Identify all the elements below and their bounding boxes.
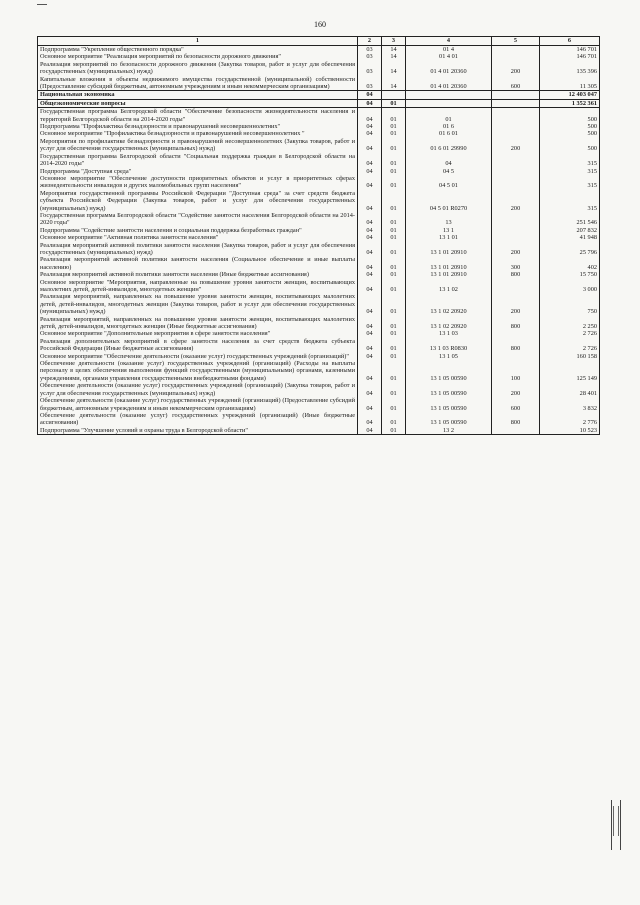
- row-target-article: 13 1 05: [406, 353, 492, 360]
- row-description: Основное мероприятие "Обеспечение деятельности (оказание услуг) государственных учреждений (организаций)": [38, 353, 358, 360]
- row-expense-type: [492, 353, 540, 360]
- table-row: [38, 212, 600, 227]
- row-target-article: 13 1 03 R0830: [406, 338, 492, 353]
- row-expense-type: [492, 330, 540, 337]
- row-section-code: 04: [358, 190, 382, 212]
- row-section-code: 04: [358, 91, 382, 99]
- row-amount: 135 396: [540, 61, 600, 76]
- table-row: [38, 338, 600, 353]
- row-section-code: 04: [358, 99, 382, 107]
- row-description: Основное мероприятие "Дополнительные мероприятия в сфере занятости населения": [38, 330, 358, 337]
- row-description: Обеспечение деятельности (оказание услуг) государственных учреждений (организаций) (Расходы на выплаты персоналу в целях обеспечения выполнения функций государственными (муниципальными) органами, казенными учреждениями, органами управления государственными внебюджетными фондами): [38, 360, 358, 382]
- row-description: Основное мероприятие "Профилактика безнадзорности и правонарушений несовершеннолетних ": [38, 130, 358, 137]
- row-expense-type: 100: [492, 360, 540, 382]
- row-expense-type: 200: [492, 382, 540, 397]
- row-subsection-code: 01: [382, 190, 406, 212]
- row-expense-type: [492, 91, 540, 99]
- row-section-code: 04: [358, 175, 382, 190]
- row-subsection-code: 01: [382, 316, 406, 331]
- row-expense-type: 600: [492, 76, 540, 91]
- row-amount: 2 250: [540, 316, 600, 331]
- row-amount: 500: [540, 108, 600, 123]
- row-amount: 251 546: [540, 212, 600, 227]
- table-row: [38, 138, 600, 153]
- table-row: [38, 427, 600, 435]
- table-row: [38, 234, 600, 241]
- row-expense-type: [492, 123, 540, 130]
- table-row: [38, 271, 600, 278]
- row-section-code: 04: [358, 234, 382, 241]
- row-target-article: 13 1 02 20920: [406, 293, 492, 315]
- row-section-code: 04: [358, 316, 382, 331]
- row-section-code: 04: [358, 353, 382, 360]
- row-description: Капитальные вложения в объекты недвижимого имущества государственной (муниципальной) собственности (Предоставление субсидий бюджетным, автономным учреждениям и иным некоммерческим организациям): [38, 76, 358, 91]
- row-expense-type: [492, 427, 540, 435]
- row-description: Обеспечение деятельности (оказание услуг) государственных учреждений (организаций) (Предоставление субсидий бюджетным, автономным учреждениям и иным некоммерческим организациям): [38, 397, 358, 412]
- row-expense-type: [492, 108, 540, 123]
- row-subsection-code: 01: [382, 130, 406, 137]
- row-description: Подпрограмма "Укрепление общественного порядка": [38, 46, 358, 54]
- row-subsection-code: 01: [382, 168, 406, 175]
- row-expense-type: [492, 99, 540, 107]
- table-row: [38, 353, 600, 360]
- row-target-article: 01 6 01 29990: [406, 138, 492, 153]
- row-section-code: 04: [358, 153, 382, 168]
- row-description: Реализация дополнительных мероприятий в сфере занятости населения за счет средств бюджета субъекта Российской Федерации (Иные бюджетные ассигнования): [38, 338, 358, 353]
- table-row: [38, 256, 600, 271]
- row-subsection-code: 01: [382, 234, 406, 241]
- row-target-article: 04 5: [406, 168, 492, 175]
- row-amount: 315: [540, 153, 600, 168]
- row-subsection-code: 14: [382, 61, 406, 76]
- row-amount: 3 832: [540, 397, 600, 412]
- row-amount: 146 701: [540, 53, 600, 60]
- row-subsection-code: 01: [382, 153, 406, 168]
- row-description: Реализация мероприятий активной политики занятости населения (Иные бюджетные ассигнования): [38, 271, 358, 278]
- row-target-article: 01 4 01 20360: [406, 61, 492, 76]
- row-target-article: 13 1 05 00590: [406, 382, 492, 397]
- row-amount: 3 000: [540, 279, 600, 294]
- row-expense-type: [492, 130, 540, 137]
- row-expense-type: 200: [492, 138, 540, 153]
- row-description: Государственная программа Белгородской области "Обеспечение безопасности жизнедеятельности населения и территорий Белгородской области на 2014-2020 годы": [38, 108, 358, 123]
- row-section-code: 04: [358, 293, 382, 315]
- row-amount: 10 523: [540, 427, 600, 435]
- row-subsection-code: 01: [382, 242, 406, 257]
- row-target-article: 01 4: [406, 46, 492, 54]
- row-target-article: 01 6 01: [406, 130, 492, 137]
- row-description: Реализация мероприятий, направленных на повышение уровня занятости женщин, воспитывающих малолетних детей, детей-инвалидов, многодетных женщин (Иные бюджетные ассигнования): [38, 316, 358, 331]
- budget-table: [37, 36, 600, 435]
- row-amount: 750: [540, 293, 600, 315]
- row-description: Общеэкономические вопросы: [38, 99, 358, 107]
- table-row: [38, 360, 600, 382]
- row-expense-type: [492, 279, 540, 294]
- row-expense-type: 200: [492, 61, 540, 76]
- row-expense-type: 800: [492, 412, 540, 427]
- row-target-article: 01: [406, 108, 492, 123]
- row-target-article: 01 6: [406, 123, 492, 130]
- row-target-article: 04 5 01: [406, 175, 492, 190]
- row-section-code: 04: [358, 108, 382, 123]
- row-expense-type: [492, 175, 540, 190]
- row-amount: 15 750: [540, 271, 600, 278]
- row-description: Обеспечение деятельности (оказание услуг) государственных учреждений (организаций) (Закупка товаров, работ и услуг для обеспечения государственных (муниципальных) нужд): [38, 382, 358, 397]
- row-description: Реализация мероприятий активной политики занятости населения (Закупка товаров, работ и услуг для обеспечения государственных (муниципальных) нужд): [38, 242, 358, 257]
- row-expense-type: [492, 227, 540, 234]
- row-target-article: 01 4 01: [406, 53, 492, 60]
- row-expense-type: 600: [492, 397, 540, 412]
- header-cell: 6: [540, 37, 600, 46]
- row-subsection-code: 01: [382, 123, 406, 130]
- table-row: [38, 293, 600, 315]
- row-subsection-code: 01: [382, 427, 406, 435]
- row-expense-type: 300: [492, 256, 540, 271]
- row-expense-type: 800: [492, 271, 540, 278]
- table-row: [38, 412, 600, 427]
- row-subsection-code: 01: [382, 330, 406, 337]
- row-section-code: 04: [358, 242, 382, 257]
- row-target-article: 13 1: [406, 227, 492, 234]
- row-subsection-code: 01: [382, 412, 406, 427]
- row-amount: 28 401: [540, 382, 600, 397]
- row-target-article: 13 1 05 00590: [406, 360, 492, 382]
- row-section-code: 04: [358, 123, 382, 130]
- table-row: [38, 190, 600, 212]
- binding-marks: [611, 800, 621, 850]
- row-expense-type: [492, 168, 540, 175]
- row-subsection-code: 01: [382, 99, 406, 107]
- row-target-article: 04 5 01 R0270: [406, 190, 492, 212]
- row-description: Мероприятия по профилактике безнадзорности и правонарушений несовершеннолетних (Закупка товаров, работ и услуг для обеспечения государственных (муниципальных) нужд): [38, 138, 358, 153]
- row-target-article: 13 1 01 20910: [406, 271, 492, 278]
- row-target-article: 13 1 03: [406, 330, 492, 337]
- table-row: [38, 330, 600, 337]
- row-description: Подпрограмма "Профилактика безнадзорности и правонарушений несовершеннолетних": [38, 123, 358, 130]
- row-section-code: 03: [358, 46, 382, 54]
- row-target-article: 04: [406, 153, 492, 168]
- row-amount: 125 149: [540, 360, 600, 382]
- row-section-code: 04: [358, 227, 382, 234]
- row-section-code: 03: [358, 61, 382, 76]
- row-section-code: 04: [358, 360, 382, 382]
- row-section-code: 03: [358, 53, 382, 60]
- row-expense-type: [492, 212, 540, 227]
- row-amount: 2 726: [540, 338, 600, 353]
- row-expense-type: 200: [492, 242, 540, 257]
- table-row: [38, 227, 600, 234]
- table-row: [38, 316, 600, 331]
- table-row: [38, 123, 600, 130]
- row-target-article: [406, 99, 492, 107]
- row-description: Национальная экономика: [38, 91, 358, 99]
- row-subsection-code: 01: [382, 279, 406, 294]
- row-section-code: 04: [358, 168, 382, 175]
- table-row: [38, 130, 600, 137]
- row-description: Государственная программа Белгородской области "Содействие занятости населения Белгородской области на 2014-2020 годы": [38, 212, 358, 227]
- table-row: [38, 108, 600, 123]
- row-target-article: 13 1 05 00590: [406, 397, 492, 412]
- row-section-code: 04: [358, 212, 382, 227]
- table-row: [38, 61, 600, 76]
- table-row: [38, 242, 600, 257]
- row-section-code: 04: [358, 256, 382, 271]
- row-amount: 2 776: [540, 412, 600, 427]
- row-section-code: 04: [358, 130, 382, 137]
- row-subsection-code: [382, 91, 406, 99]
- row-target-article: 13 1 02: [406, 279, 492, 294]
- row-amount: 500: [540, 130, 600, 137]
- row-target-article: 13: [406, 212, 492, 227]
- row-expense-type: [492, 153, 540, 168]
- table-row: [38, 279, 600, 294]
- row-expense-type: 800: [492, 338, 540, 353]
- row-subsection-code: 01: [382, 382, 406, 397]
- row-amount: 25 796: [540, 242, 600, 257]
- row-section-code: 04: [358, 427, 382, 435]
- row-expense-type: 800: [492, 316, 540, 331]
- row-section-code: 04: [358, 338, 382, 353]
- header-cell: 3: [382, 37, 406, 46]
- table-row: [38, 397, 600, 412]
- row-expense-type: [492, 53, 540, 60]
- row-expense-type: 200: [492, 190, 540, 212]
- row-target-article: 13 1 01 20910: [406, 242, 492, 257]
- row-description: Реализация мероприятий активной политики занятости населения (Социальное обеспечение и иные выплаты населению): [38, 256, 358, 271]
- row-amount: 2 726: [540, 330, 600, 337]
- table-row: [38, 76, 600, 91]
- row-description: Основное мероприятие "Активная политика занятости населения": [38, 234, 358, 241]
- row-target-article: 13 1 05 00590: [406, 412, 492, 427]
- row-target-article: 13 1 02 20920: [406, 316, 492, 331]
- row-amount: 207 832: [540, 227, 600, 234]
- row-description: Подпрограмма "Доступная среда": [38, 168, 358, 175]
- row-amount: 160 158: [540, 353, 600, 360]
- row-amount: 315: [540, 190, 600, 212]
- row-description: Обеспечение деятельности (оказание услуг) государственных учреждений (организаций) (Иные бюджетные ассигнования): [38, 412, 358, 427]
- row-amount: 146 701: [540, 46, 600, 54]
- header-cell: 1: [38, 37, 358, 46]
- row-expense-type: [492, 46, 540, 54]
- row-subsection-code: 01: [382, 271, 406, 278]
- row-section-code: 04: [358, 412, 382, 427]
- row-section-code: 04: [358, 397, 382, 412]
- row-description: Подпрограмма "Содействие занятости населения и социальная поддержка безработных граждан": [38, 227, 358, 234]
- row-target-article: 01 4 01 20360: [406, 76, 492, 91]
- row-amount: 500: [540, 123, 600, 130]
- row-description: Основное мероприятие "Обеспечение доступности приоритетных объектов и услуг в приоритетных сферах жизнедеятельности инвалидов и других маломобильных групп населения": [38, 175, 358, 190]
- row-subsection-code: 01: [382, 353, 406, 360]
- row-subsection-code: 01: [382, 227, 406, 234]
- row-section-code: 04: [358, 138, 382, 153]
- header-cell: 2: [358, 37, 382, 46]
- row-subsection-code: 01: [382, 108, 406, 123]
- row-section-code: 04: [358, 382, 382, 397]
- row-subsection-code: 01: [382, 256, 406, 271]
- header-cell: 5: [492, 37, 540, 46]
- row-target-article: 13 2: [406, 427, 492, 435]
- row-amount: 402: [540, 256, 600, 271]
- row-section-code: 04: [358, 330, 382, 337]
- row-amount: 315: [540, 168, 600, 175]
- row-subsection-code: 14: [382, 76, 406, 91]
- row-amount: 41 948: [540, 234, 600, 241]
- table-row: [38, 153, 600, 168]
- table-row: [38, 168, 600, 175]
- table-row: [38, 53, 600, 60]
- row-amount: 11 305: [540, 76, 600, 91]
- row-section-code: 04: [358, 271, 382, 278]
- scan-mark: [37, 4, 47, 5]
- table-row: [38, 99, 600, 107]
- row-subsection-code: 01: [382, 293, 406, 315]
- row-section-code: 04: [358, 279, 382, 294]
- header-cell: 4: [406, 37, 492, 46]
- row-description: Основное мероприятие "Реализация мероприятий по безопасности дорожного движения": [38, 53, 358, 60]
- row-amount: 12 403 047: [540, 91, 600, 99]
- page-number: 160: [314, 20, 326, 29]
- row-expense-type: [492, 234, 540, 241]
- row-expense-type: 200: [492, 293, 540, 315]
- row-subsection-code: 01: [382, 360, 406, 382]
- row-description: Мероприятия государственной программы Российской Федерации "Доступная среда" за счет средств бюджета субъекта Российской Федерации (Закупка товаров, работ и услуг для обеспечения государственных (муниципальных) нужд): [38, 190, 358, 212]
- table-header-row: [38, 37, 600, 46]
- row-amount: 500: [540, 138, 600, 153]
- row-description: Основное мероприятие "Мероприятия, направленные на повышение уровня занятости женщин, воспитывающих малолетних детей, детей-инвалидов, многодетных женщин": [38, 279, 358, 294]
- row-target-article: [406, 91, 492, 99]
- row-amount: 315: [540, 175, 600, 190]
- row-subsection-code: 01: [382, 397, 406, 412]
- row-description: Реализация мероприятий, направленных на повышение уровня занятости женщин, воспитывающих малолетних детей, детей-инвалидов, многодетных женщин (Закупка товаров, работ и услуг для обеспечения государственных (муниципальных) нужд): [38, 293, 358, 315]
- row-subsection-code: 01: [382, 138, 406, 153]
- row-subsection-code: 14: [382, 53, 406, 60]
- row-subsection-code: 01: [382, 212, 406, 227]
- row-target-article: 13 1 01: [406, 234, 492, 241]
- table-row: [38, 382, 600, 397]
- table-row: [38, 175, 600, 190]
- row-description: Реализация мероприятий по безопасности дорожного движения (Закупка товаров, работ и услуг для обеспечения государственных (муниципальных) нужд): [38, 61, 358, 76]
- table-row: [38, 91, 600, 99]
- row-description: Подпрограмма "Улучшение условий и охраны труда в Белгородской области": [38, 427, 358, 435]
- row-subsection-code: 14: [382, 46, 406, 54]
- row-description: Государственная программа Белгородской области "Социальная поддержка граждан в Белгородской области на 2014-2020 годы": [38, 153, 358, 168]
- row-subsection-code: 01: [382, 338, 406, 353]
- table-row: [38, 46, 600, 54]
- row-section-code: 03: [358, 76, 382, 91]
- row-subsection-code: 01: [382, 175, 406, 190]
- row-target-article: 13 1 01 20910: [406, 256, 492, 271]
- row-amount: 1 352 361: [540, 99, 600, 107]
